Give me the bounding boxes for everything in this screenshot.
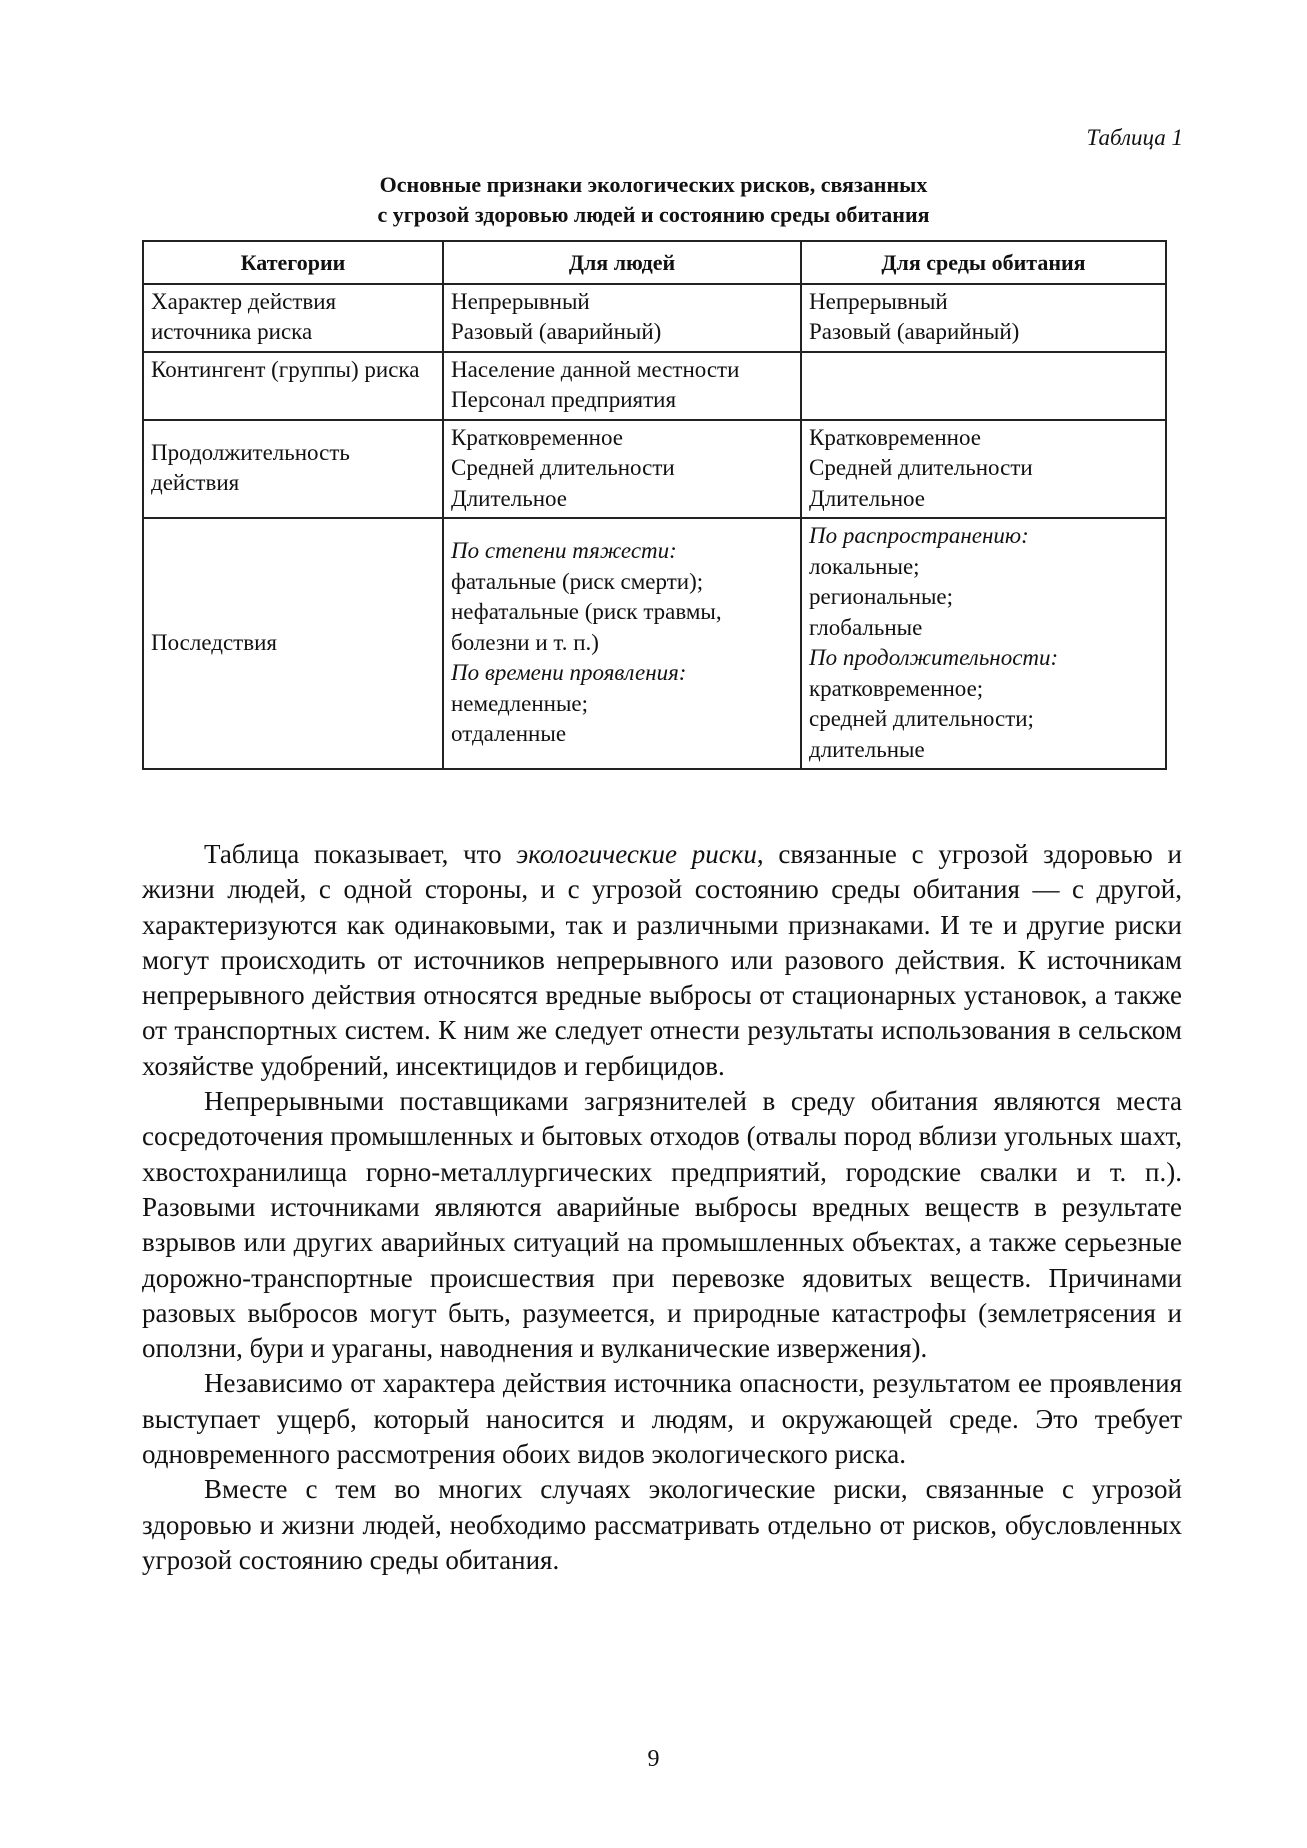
cell-line: По времени проявления: <box>451 660 687 686</box>
cell-line: Длительное <box>451 485 567 511</box>
cell-line: длительные <box>809 736 925 762</box>
table-row <box>143 352 1166 420</box>
table-row <box>143 518 1166 769</box>
cell-line: Кратковременное <box>809 424 981 450</box>
environment-cell <box>801 518 1166 769</box>
cell-line: отдаленные <box>451 721 567 747</box>
cell-line: Длительное <box>809 485 925 511</box>
paragraph <box>142 1366 1182 1472</box>
cell-line: средней длительности; <box>809 706 1034 731</box>
cell-line: По распространению: <box>809 523 1029 548</box>
table-caption-line-2: с угрозой здоровью людей и состоянию среды обитания <box>377 202 930 227</box>
body-text <box>142 837 1182 1578</box>
cell-line: локальные; <box>809 553 920 579</box>
table-header-row <box>143 241 1166 284</box>
table-number: Таблица 1 <box>1086 125 1183 150</box>
cell-line: Непрерывный <box>451 288 590 314</box>
environment-cell <box>801 420 1166 519</box>
cell-line: Средней длительности <box>809 455 1033 480</box>
people-cell <box>443 420 801 519</box>
category-cell: Характер действия источника риска <box>143 284 443 352</box>
paragraph <box>142 1472 1182 1578</box>
environment-cell <box>801 352 1166 420</box>
cell-line: Непрерывный <box>809 288 948 314</box>
text-segment: , связанные с угрозой здоровью и жизни людей, с одной стороны, и с угрозой состоянию среды обитания — с другой, характеризуются как одинаковыми, так и различными признаками. И те и другие риски могут происходить от источников непрерывного или разового действия. К источникам непрерывного действия относятся вредные выбросы от стационарных установок, а также от транспортных систем. К ним же следует отнести результаты использования в сельском хозяйстве удобрений, инсектицидов и гербицидов. <box>142 839 1182 1081</box>
table-row <box>143 420 1166 519</box>
cell-line: Средней длительности <box>451 455 675 480</box>
table-caption <box>0 170 1307 230</box>
cell-line: немедленные; <box>451 690 589 716</box>
cell-line: региональные; <box>809 584 953 609</box>
cell-line: Разовый (аварийный) <box>809 319 1020 344</box>
table-body <box>143 284 1166 770</box>
cell-line: нефатальные (риск травмы, болезни и т. п.) <box>451 599 722 655</box>
cell-line: глобальные <box>809 614 923 640</box>
cell-line: Кратковременное <box>451 424 623 450</box>
category-cell: Контингент (группы) риска <box>143 352 443 420</box>
page-number: 9 <box>647 1746 660 1772</box>
paragraph <box>142 837 1182 1084</box>
text-segment: Независимо от характера действия источника опасности, результатом ее проявления выступает ущерб, который наносится и людям, и окружающей среде. Это требует одновременного рассмотрения обоих видов экологического риска. <box>142 1368 1182 1470</box>
risk-table <box>142 240 1167 770</box>
emphasis-text: экологические риски <box>516 839 757 869</box>
people-cell <box>443 518 801 769</box>
text-segment: Непрерывными поставщиками загрязнителей в среду обитания являются места сосредоточения промышленных и бытовых отходов (отвалы пород вблизи угольных шахт, хвостохранилища горно-металлургических предприятий, городские свалки и т. п.). Разовыми источниками являются аварийные выбросы вредных веществ в результате взрывов или других аварийных ситуаций на промышленных объектах, а также серьезные дорожно-транспортные происшествия при перевозке ядовитых веществ. Причинами разовых выбросов могут быть, разумеется, и природные катастрофы (землетрясения и оползни, бури и ураганы, наводнения и вулканические извержения). <box>142 1086 1182 1364</box>
cell-line: По степени тяжести: <box>451 538 677 564</box>
table-caption-line-1: Основные признаки экологических рисков, связанных <box>379 172 928 197</box>
cell-line: Население данной местности <box>451 356 740 382</box>
text-segment: Таблица показывает, что <box>204 839 517 869</box>
people-cell <box>443 352 801 420</box>
category-cell: Продолжительность действия <box>143 420 443 519</box>
cell-line: кратковременное; <box>809 675 984 701</box>
header-categories: Категории <box>143 241 443 284</box>
cell-line: Персонал предприятия <box>451 387 677 412</box>
cell-line: По продолжительности: <box>809 645 1059 670</box>
cell-line: Разовый (аварийный) <box>451 319 662 344</box>
category-cell: Последствия <box>143 518 443 769</box>
paragraph <box>142 1084 1182 1366</box>
header-people: Для людей <box>443 241 801 284</box>
text-segment: Вместе с тем во многих случаях экологические риски, связанные с угрозой здоровью и жизни людей, необходимо рассматривать отдельно от рисков, обусловленных угрозой состоянию среды обитания. <box>142 1474 1182 1575</box>
table-row <box>143 284 1166 352</box>
environment-cell <box>801 284 1166 352</box>
cell-line: фатальные (риск смерти); <box>451 568 704 594</box>
people-cell <box>443 284 801 352</box>
header-environment: Для среды обитания <box>801 241 1166 284</box>
